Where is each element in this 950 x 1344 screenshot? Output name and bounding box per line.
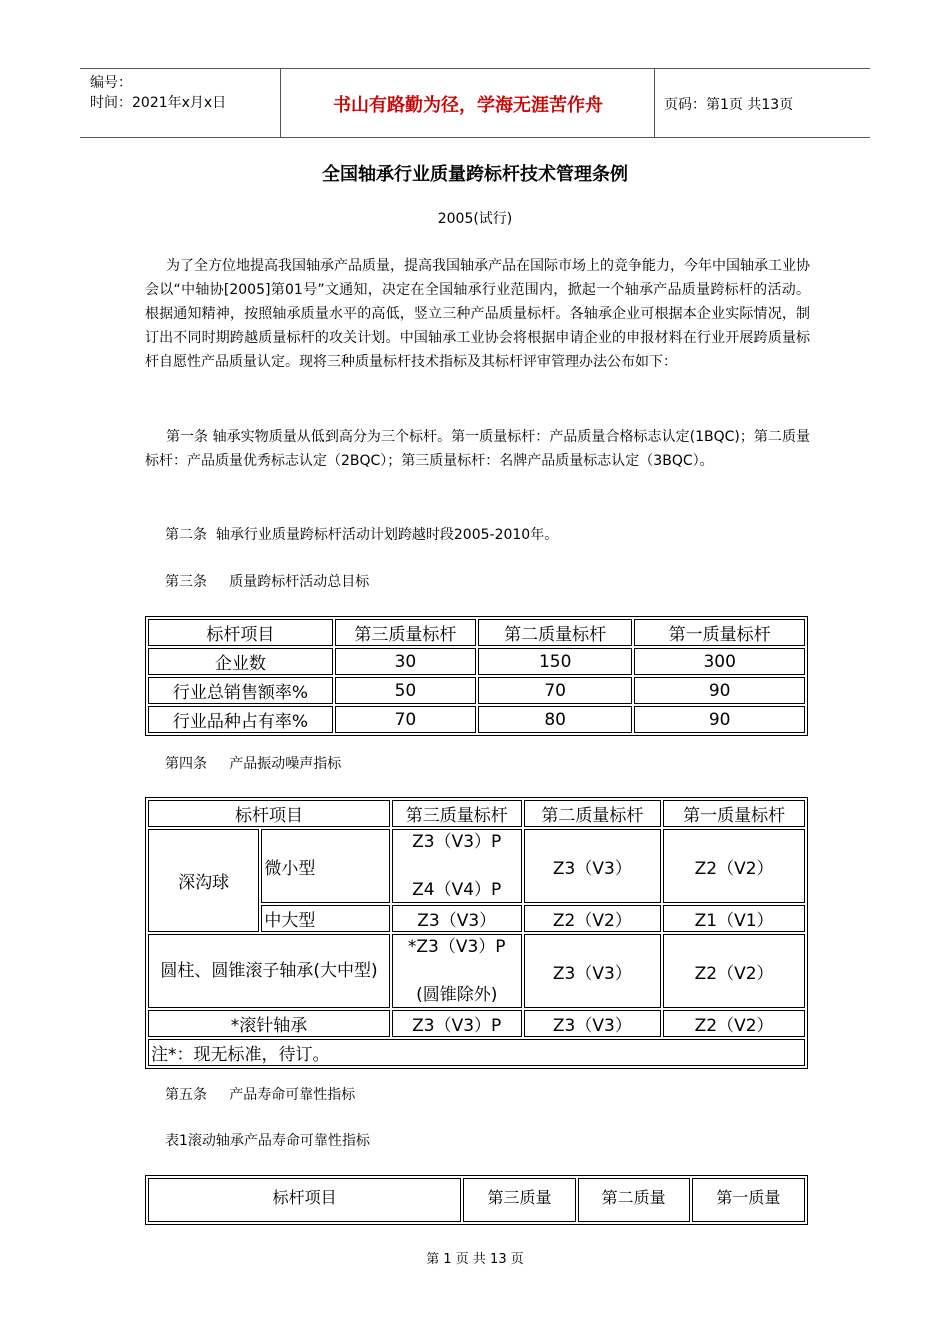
table-cell: 50 [335,677,476,704]
table-cell: 90 [634,677,805,704]
table-header-cell: 第二质量 [578,1178,690,1222]
table-row [148,1039,805,1066]
table-cell: 企业数 [148,648,333,675]
table-cell: 70 [335,706,476,733]
table-header-cell: 第三质量标杆 [335,619,476,646]
article-2: 第二条 轴承行业质量跨标杆活动计划跨越时段2005-2010年。 [165,527,559,543]
table-cell [392,829,522,903]
table-header-cell: 标杆项目 [148,800,390,827]
page-footer: 第 1 页 共 13 页 [426,1252,524,1267]
table-row [148,934,805,1008]
document-title: 全国轴承行业质量跨标杆技术管理条例 [322,164,628,185]
table-cell: Z2（V2） [663,934,805,1008]
table-header-cell: 第一质量标杆 [663,800,805,827]
noise-table [145,797,808,1069]
table-cell: 300 [634,648,805,675]
header-meta [90,73,226,113]
table-cell: 150 [478,648,632,675]
table-cell: Z2（V2） [524,905,662,932]
page-header [80,68,870,138]
cell-line: (圆锥除外) [416,985,498,1005]
table-cell: Z2（V2） [663,1010,805,1037]
table-cell: Z2（V2） [663,829,805,903]
table-header-row [148,619,805,646]
cell-line: Z3（V3）P [412,832,502,852]
table-row [148,648,805,675]
intro-paragraph: 为了全方位地提高我国轴承产品质量，提高我国轴承产品在国际市场上的竞争能力，今年中国轴承工业协会以“中轴协[2005]第01号”文通知，决定在全国轴承行业范围内，掀起一个轴承产品质量跨标杆的活动。根据通知精神，按照轴承质量水平的高低，竖立三种产品质量标杆。各轴承企业可根据本企业实际情况，制订出不同时期跨越质量标杆的攻关计划。中国轴承工业协会将根据申请企业的申报材料在行业开展跨质量标杆自愿性产品质量认定。现将三种质量标杆技术指标及其标杆评审管理办法公布如下： [145,258,810,370]
table-header-cell: 第一质量 [692,1178,805,1222]
cell-text: 圆柱、圆锥滚子轴承(大中型) [160,961,378,981]
life-table [145,1175,808,1225]
needle-cell: *滚针轴承 [148,1010,390,1037]
table1-caption: 表1滚动轴承产品寿命可靠性指标 [165,1133,370,1149]
table-note: 注*：现无标准，待订。 [148,1039,805,1066]
cell-line: *Z3（V3）P [407,937,506,957]
header-motto: 书山有路勤为径，学海无涯苦作舟 [333,95,603,116]
table-cell: Z3（V3） [392,905,522,932]
table-cell: Z3（V3） [524,934,662,1008]
page-info: 页码：第1页 共13页 [664,97,794,113]
midlarge-cell: 中大型 [261,905,390,932]
table-header-cell: 第二质量标杆 [478,619,632,646]
table-row [148,829,805,903]
table-cell: 70 [478,677,632,704]
table-header-cell: 第二质量标杆 [524,800,662,827]
cell-line: Z4（V4）P [412,880,502,900]
table-header-row [148,800,805,827]
cylindrical-cell [148,934,390,1008]
table-header-cell: 第三质量 [463,1178,575,1222]
targets-table [145,616,808,736]
table-cell: 30 [335,648,476,675]
table-header-row [148,1178,805,1222]
table-cell: Z1（V1） [663,905,805,932]
table-cell: 行业品种占有率% [148,706,333,733]
table-header-cell: 标杆项目 [148,1178,461,1222]
table-row [148,1010,805,1037]
article-4: 第四条 产品振动噪声指标 [165,756,342,772]
table-cell: 90 [634,706,805,733]
table-row [148,706,805,733]
time-label: 时间：2021年x月x日 [90,95,227,111]
table-cell: Z3（V3） [524,1010,662,1037]
table-header-cell: 第三质量标杆 [392,800,522,827]
header-divider [654,69,655,137]
article-1: 第一条 轴承实物质量从低到高分为三个标杆。第一质量标杆：产品质量合格标志认定(1BQC)；第二质量标杆：产品质量优秀标志认定（2BQC）；第三质量标杆：名牌产品质量标志认定（3BQC）。 [145,429,810,469]
article-5: 第五条 产品寿命可靠性指标 [165,1087,356,1103]
table-cell: 行业总销售额率% [148,677,333,704]
table-row [148,677,805,704]
table-header-cell: 标杆项目 [148,619,333,646]
table-header-cell: 第一质量标杆 [634,619,805,646]
table-cell [392,934,522,1008]
header-divider [280,69,281,137]
table-cell: Z3（V3） [524,829,662,903]
number-label: 编号： [90,75,132,91]
micro-cell: 微小型 [261,829,390,903]
table-cell: 80 [478,706,632,733]
document-subtitle: 2005(试行) [437,211,513,227]
deep-groove-cell: 深沟球 [148,829,259,932]
article-3: 第三条 质量跨标杆活动总目标 [165,574,370,590]
table-cell: Z3（V3）P [392,1010,522,1037]
